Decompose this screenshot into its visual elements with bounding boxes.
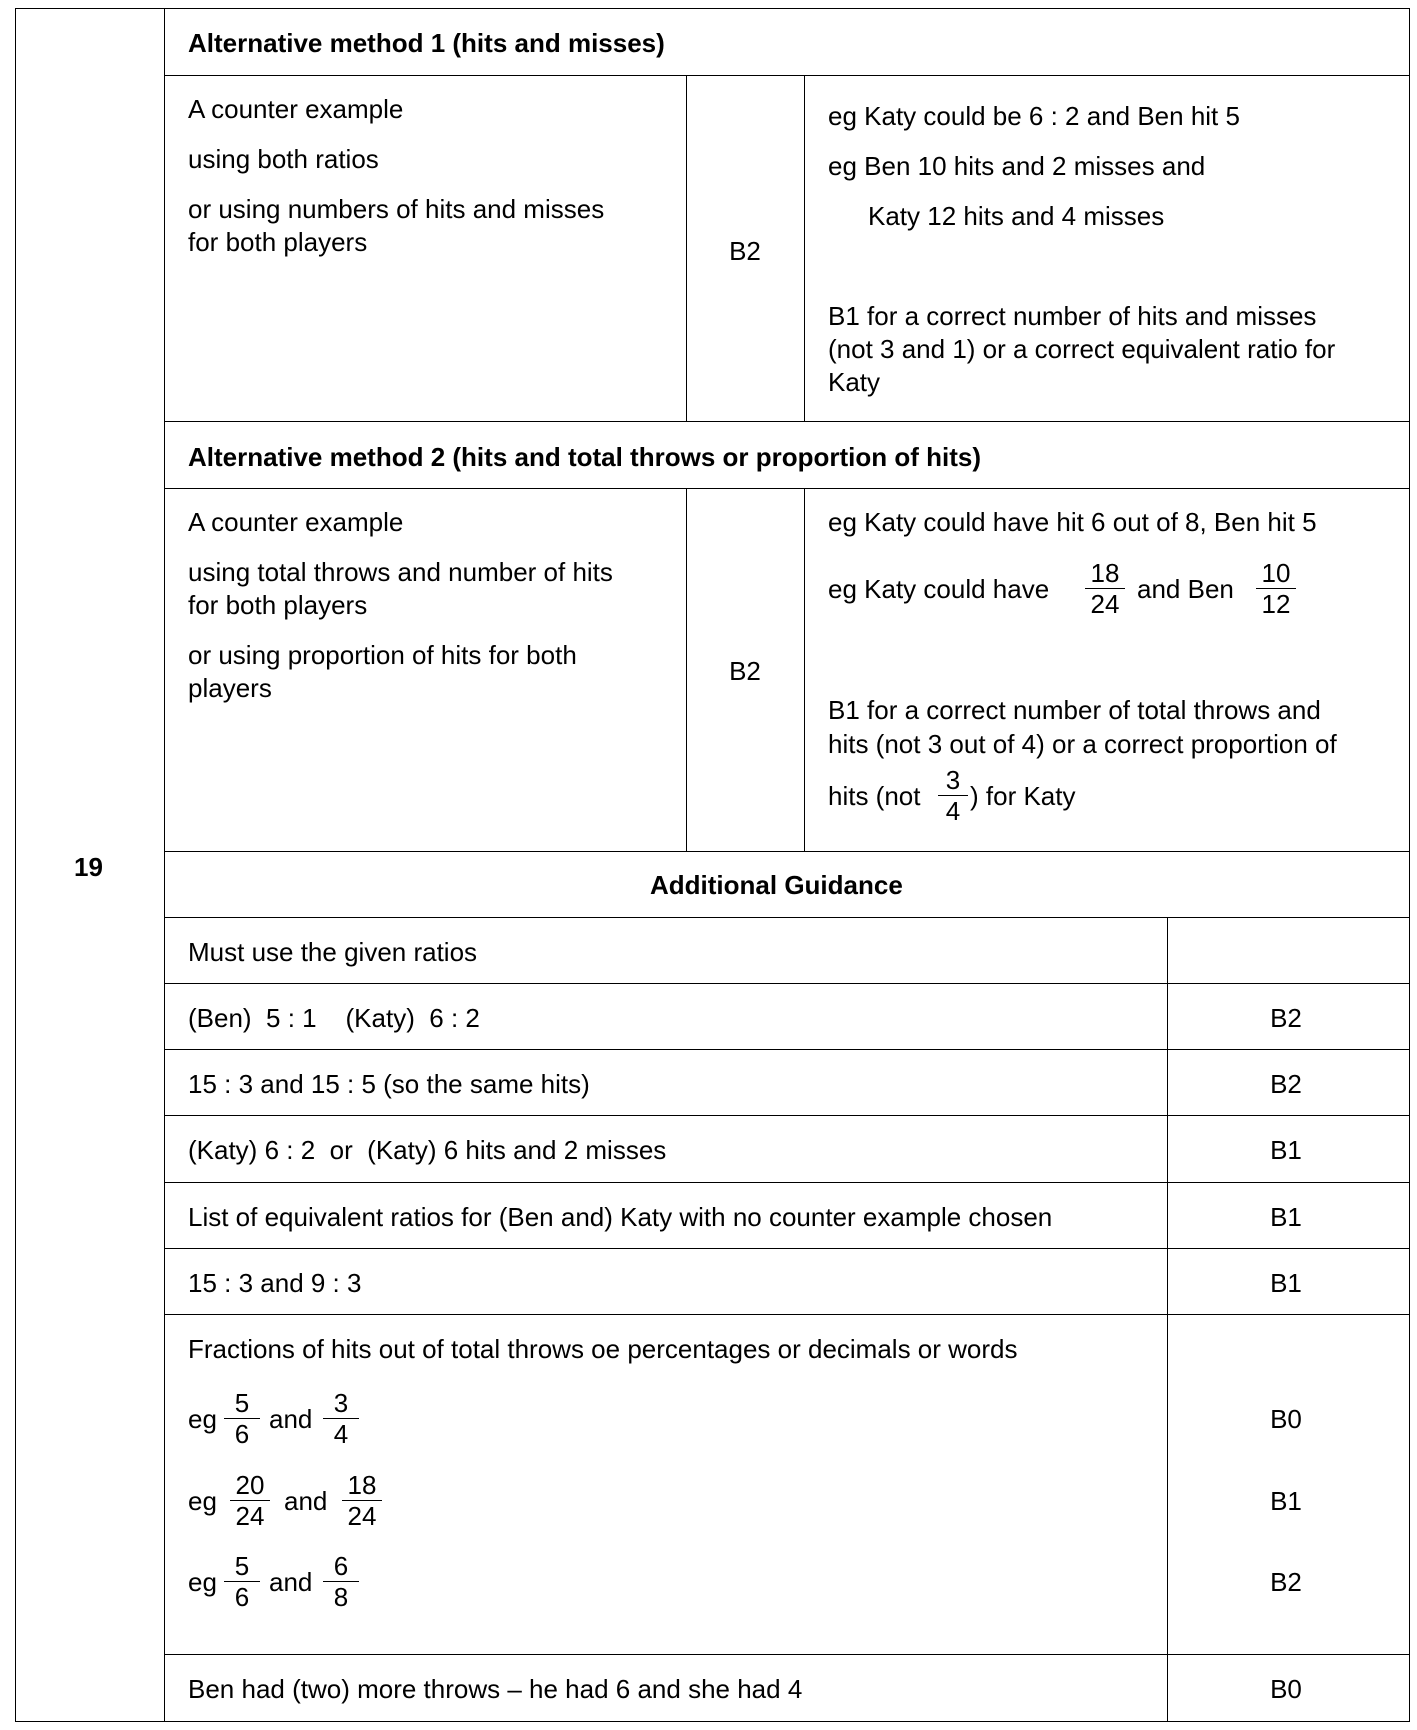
fraction-denominator: 4: [333, 1419, 349, 1449]
alt2-partial-line: hits (not 3 out of 4) or a correct proportion of: [828, 729, 1337, 759]
guidance-row-text: Ben had (two) more throws – he had 6 and she had 4: [188, 1674, 803, 1704]
column-divider: [164, 8, 165, 1722]
fraction-denominator: 4: [945, 796, 961, 826]
fraction-numerator: 5: [224, 1388, 260, 1419]
alt2-criteria-line: or using proportion of hits for both: [188, 640, 577, 670]
fraction: [323, 1551, 359, 1612]
fraction: [1085, 558, 1125, 619]
fraction-denominator: 8: [333, 1582, 349, 1612]
table-border-bottom: [15, 1721, 1410, 1722]
rule: [164, 1115, 1410, 1116]
guidance-row-mark: B1: [1270, 1486, 1302, 1516]
table-border-right: [1409, 8, 1410, 1722]
fraction: [938, 765, 968, 826]
fraction-denominator: 6: [234, 1419, 250, 1449]
alt1-partial-line: (not 3 and 1) or a correct equivalent ratio for: [828, 334, 1336, 364]
fraction: [323, 1388, 359, 1449]
alt2-comment-text: eg Katy could have: [828, 574, 1050, 604]
guidance-row-mark: B2: [1270, 1003, 1302, 1033]
alt2-partial-line: B1 for a correct number of total throws and: [828, 695, 1321, 725]
fraction: [230, 1470, 270, 1531]
fraction-numerator: 3: [323, 1388, 359, 1419]
alt2-partial-text: ) for Katy: [970, 781, 1076, 811]
alt1-mark: B2: [729, 236, 761, 266]
guidance-row-mark: B1: [1270, 1135, 1302, 1165]
rule: [164, 1248, 1410, 1249]
alt1-comment-line: Katy 12 hits and 4 misses: [868, 201, 1165, 231]
fraction: [224, 1388, 260, 1449]
fraction: [1256, 558, 1296, 619]
guidance-row-text: (Katy) 6 : 2 or (Katy) 6 hits and 2 misses: [188, 1135, 667, 1165]
guidance-row-mark: B1: [1270, 1202, 1302, 1232]
alt1-partial-line: Katy: [828, 367, 881, 397]
guidance-row-text: 15 : 3 and 9 : 3: [188, 1268, 362, 1298]
eg-label: eg: [188, 1486, 217, 1516]
alt2-criteria-line: players: [188, 673, 272, 703]
guidance-row-mark: B2: [1270, 1069, 1302, 1099]
alt2-criteria-line: for both players: [188, 590, 368, 620]
question-number: 19: [74, 852, 103, 882]
column-divider: [1167, 917, 1168, 1722]
rule: [164, 1654, 1410, 1655]
guidance-heading: Additional Guidance: [650, 870, 903, 900]
table-border-left: [15, 8, 16, 1722]
alt1-criteria-line: or using numbers of hits and misses: [188, 194, 605, 224]
fraction-denominator: 24: [235, 1501, 265, 1531]
fraction-numerator: 18: [1085, 558, 1125, 589]
rule: [164, 851, 1410, 852]
table-border-top: [15, 8, 1410, 9]
rule: [164, 1182, 1410, 1183]
rule: [164, 488, 1410, 489]
fraction-denominator: 24: [347, 1501, 377, 1531]
alt2-comment-line: eg Katy could have hit 6 out of 8, Ben hit 5: [828, 507, 1317, 537]
rule: [164, 983, 1410, 984]
guidance-row-mark: B2: [1270, 1567, 1302, 1597]
alt1-criteria-line: using both ratios: [188, 144, 379, 174]
fraction-numerator: 18: [342, 1470, 382, 1501]
guidance-row-text: 15 : 3 and 15 : 5 (so the same hits): [188, 1069, 590, 1099]
alt1-partial-line: B1 for a correct number of hits and misses: [828, 301, 1317, 331]
guidance-row-mark: B0: [1270, 1674, 1302, 1704]
and-label: and: [269, 1404, 313, 1434]
alt2-partial-text: hits (not: [828, 781, 921, 811]
eg-label: eg: [188, 1567, 217, 1597]
fraction-numerator: 20: [230, 1470, 270, 1501]
rule: [164, 75, 1410, 76]
alt2-mark: B2: [729, 656, 761, 686]
fraction-numerator: 5: [224, 1551, 260, 1582]
fraction-numerator: 10: [1256, 558, 1296, 589]
guidance-row-mark: B1: [1270, 1268, 1302, 1298]
guidance-row-text: Must use the given ratios: [188, 937, 478, 967]
guidance-row-text: (Ben) 5 : 1 (Katy) 6 : 2: [188, 1003, 480, 1033]
fraction: [224, 1551, 260, 1612]
alt2-heading: Alternative method 2 (hits and total throws or proportion of hits): [188, 442, 981, 472]
alt1-comment-line: eg Ben 10 hits and 2 misses and: [828, 151, 1206, 181]
alt1-heading: Alternative method 1 (hits and misses): [188, 28, 665, 58]
and-label: and: [284, 1486, 328, 1516]
fraction-denominator: 12: [1261, 589, 1291, 619]
alt2-criteria-line: using total throws and number of hits: [188, 557, 613, 587]
guidance-row-mark: B0: [1270, 1404, 1302, 1434]
rule: [164, 421, 1410, 422]
guidance-row-text: Fractions of hits out of total throws oe percentages or decimals or words: [188, 1334, 1018, 1364]
fraction-denominator: 24: [1090, 589, 1120, 619]
alt1-comment-line: eg Katy could be 6 : 2 and Ben hit 5: [828, 101, 1240, 131]
fraction-denominator: 6: [234, 1582, 250, 1612]
guidance-row-text: List of equivalent ratios for (Ben and) Katy with no counter example chosen: [188, 1202, 1053, 1232]
fraction: [342, 1470, 382, 1531]
alt1-criteria-line: for both players: [188, 227, 368, 257]
fraction-numerator: 6: [323, 1551, 359, 1582]
alt2-criteria-line: A counter example: [188, 507, 404, 537]
rule: [164, 1049, 1410, 1050]
fraction-numerator: 3: [938, 765, 968, 796]
alt2-comment-text: and Ben: [1137, 574, 1234, 604]
eg-label: eg: [188, 1404, 217, 1434]
alt1-criteria-line: A counter example: [188, 94, 404, 124]
and-label: and: [269, 1567, 313, 1597]
rule: [164, 1314, 1410, 1315]
rule: [164, 917, 1410, 918]
